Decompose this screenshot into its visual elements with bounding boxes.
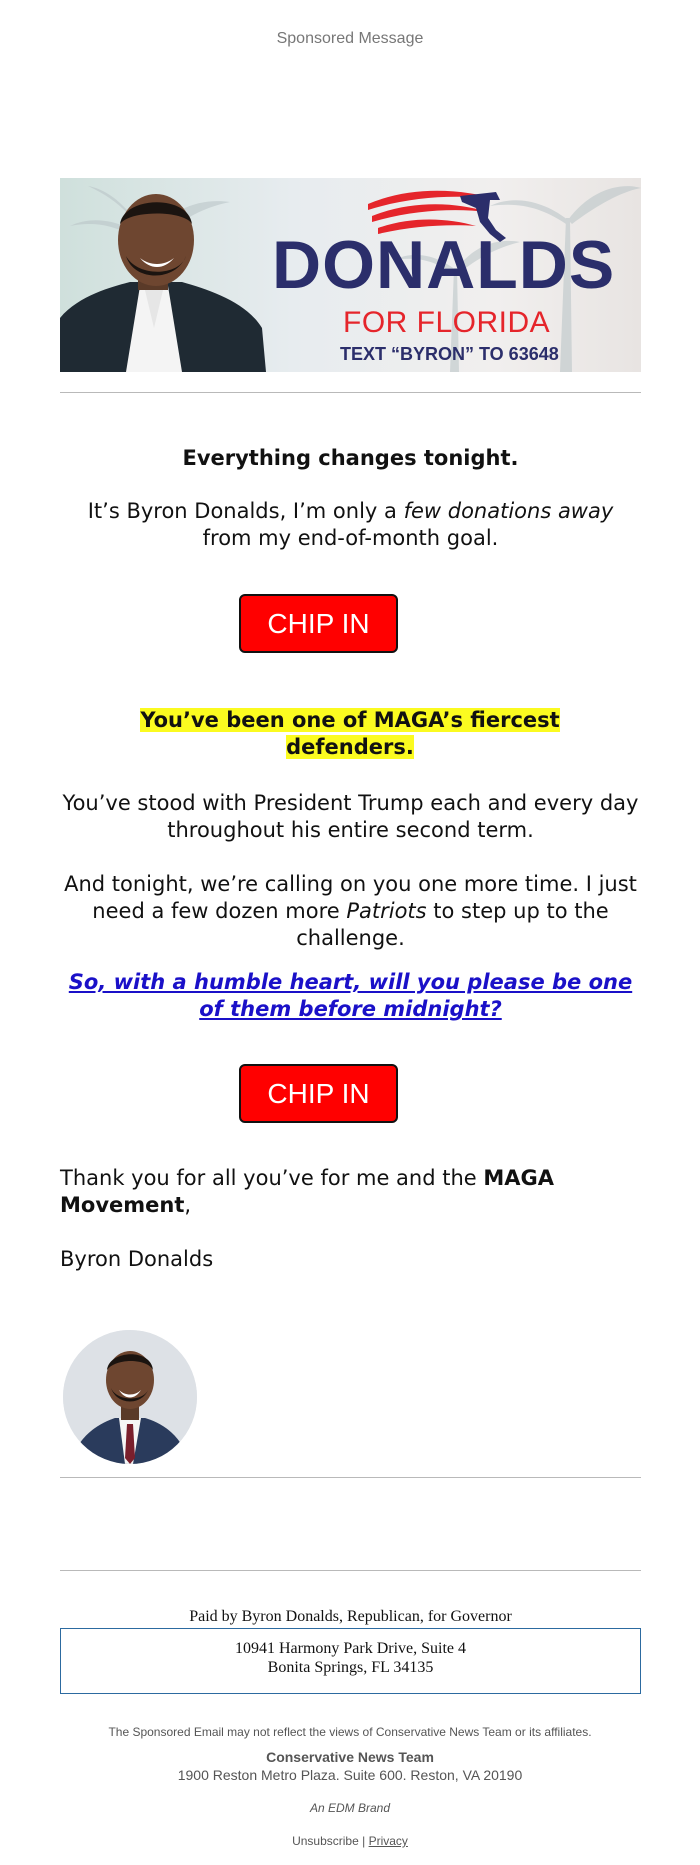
chip-in-button-2[interactable]: CHIP IN HERE (239, 1064, 398, 1123)
ask-paragraph (60, 969, 641, 1023)
footer-links (0, 1834, 700, 1848)
views-disclaimer: The Sponsored Email may not reflect the views of Conservative News Team or its affiliates. (108, 1725, 592, 1739)
divider-2 (60, 1477, 641, 1478)
headline: Everything changes tonight. (182, 446, 519, 470)
address-line-1: 10941 Harmony Park Drive, Suite 4 (234, 1640, 467, 1657)
highlight-text: You’ve been one of MAGA’s fiercest defenders. (140, 708, 560, 759)
address-line-2: Bonita Springs, FL 34135 (267, 1659, 434, 1676)
campaign-banner (60, 178, 641, 372)
banner-text-instruction: TEXT “BYRON” TO 63648 (340, 344, 559, 364)
paragraph-two-text-end: to step up to the challenge. (296, 899, 609, 950)
company-address: 1900 Reston Metro Plaza. Suite 600. Reston, VA 20190 (177, 1767, 523, 1783)
highlight-paragraph (135, 707, 565, 761)
company-name: Conservative News Team (266, 1749, 434, 1765)
intro-text: It’s Byron Donalds, I’m only a (87, 499, 404, 523)
paragraph-two (60, 871, 641, 952)
divider-3 (60, 1570, 641, 1571)
thanks-text: Thank you for all you’ve for me and the (60, 1166, 484, 1190)
divider (60, 392, 641, 393)
avatar-portrait (63, 1330, 197, 1464)
brand-line: An EDM Brand (309, 1801, 391, 1815)
address-box (60, 1628, 641, 1694)
paid-by-disclaimer: Paid by Byron Donalds, Republican, for Governor (189, 1608, 512, 1625)
unsubscribe-link[interactable]: Unsubscribe (292, 1834, 359, 1848)
chip-in-button[interactable]: CHIP IN HERE (239, 594, 398, 653)
intro-italic: few donations away (403, 499, 614, 523)
privacy-link[interactable]: Privacy (368, 1834, 408, 1848)
thanks-paragraph (60, 1165, 641, 1219)
thanks-bold: MAGA Movement (60, 1166, 555, 1217)
sponsored-label: Sponsored Message (276, 30, 424, 47)
signature-avatar (63, 1330, 197, 1464)
footer-separator: | (362, 1834, 366, 1848)
donate-link[interactable]: So, with a humble heart, will you please be one of them before midnight? (68, 970, 633, 1021)
paragraph-two-italic: Patriots (346, 899, 427, 923)
intro-paragraph (60, 498, 641, 552)
banner-subtitle: FOR FLORIDA (343, 306, 551, 339)
intro-text-end: from my end-of-month goal. (202, 526, 499, 550)
paragraph-two-text: And tonight, we’re calling on you one more time. I just need a few dozen more (64, 872, 637, 923)
paragraph-one: You’ve stood with President Trump each and every day throughout his entire second term. (62, 791, 639, 842)
banner-title: DONALDS (272, 227, 616, 303)
thanks-text-end: , (184, 1193, 192, 1217)
signature-name: Byron Donalds (60, 1247, 214, 1271)
